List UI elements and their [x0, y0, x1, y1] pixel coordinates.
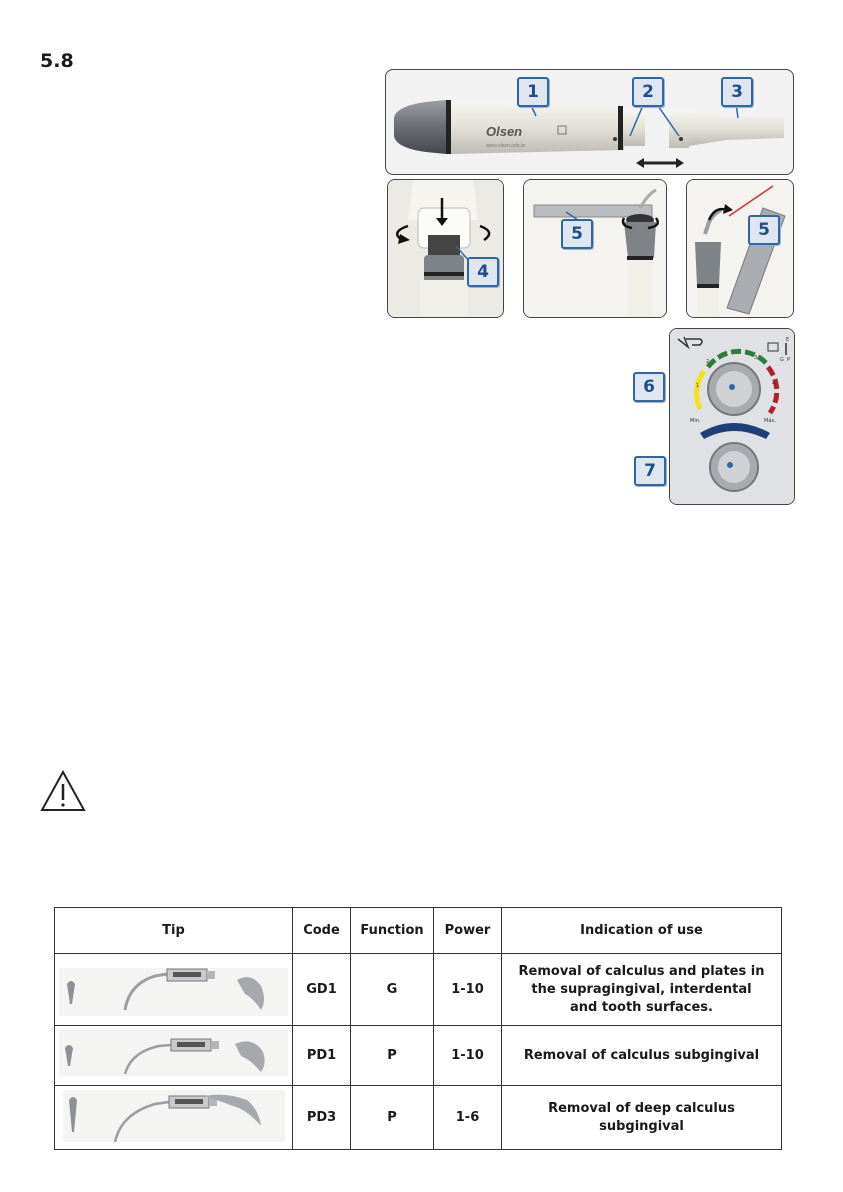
wrench-photo-b — [523, 179, 667, 318]
callout-3: 3 — [721, 77, 753, 107]
mode-p-label: P — [787, 357, 791, 363]
header-tip: Tip — [55, 908, 293, 954]
section-number: 5.8 — [40, 50, 74, 72]
row-indication: Removal of deep calculus subgingival — [502, 1086, 782, 1150]
callout-1: 1 — [517, 77, 549, 107]
row-function: P — [351, 1086, 434, 1150]
wrench-photo-c — [686, 179, 794, 318]
mode-e-label: E — [786, 337, 790, 343]
tips-table-header — [55, 908, 782, 954]
dial-num-2: 2 — [706, 359, 710, 365]
row-function: G — [351, 954, 434, 1026]
header-indication: Indication of use — [502, 908, 782, 954]
handpiece-brand-text: Olsen — [486, 124, 523, 139]
callout-5a: 5 — [561, 219, 593, 249]
tip-image-pd3 — [55, 1086, 293, 1150]
header-power: Power — [434, 908, 502, 954]
callout-7: 7 — [634, 456, 666, 486]
table-row — [55, 1026, 782, 1086]
row-indication: Removal of calculus and plates in the supragingival, interdental and tooth surfaces. — [502, 954, 782, 1026]
header-function: Function — [351, 908, 434, 954]
dial-max-label: Máx. — [764, 418, 776, 424]
dial-num-3: 3 — [754, 355, 758, 361]
row-power: 1-6 — [434, 1086, 502, 1150]
mode-g-label: G — [780, 357, 784, 363]
header-code: Code — [293, 908, 351, 954]
table-row — [55, 954, 782, 1026]
callout-2: 2 — [632, 77, 664, 107]
row-code: PD3 — [293, 1086, 351, 1150]
row-power: 1-10 — [434, 954, 502, 1026]
callout-5b: 5 — [748, 215, 780, 245]
tip-image-gd1 — [55, 954, 293, 1026]
row-indication: Removal of calculus subgingival — [502, 1026, 782, 1086]
wrench-photo-a — [387, 179, 504, 318]
tips-table — [54, 907, 782, 1150]
tip-image-pd1 — [55, 1026, 293, 1086]
dial-min-label: Min. — [690, 418, 701, 424]
row-power: 1-10 — [434, 1026, 502, 1086]
row-code: PD1 — [293, 1026, 351, 1086]
dial-num-4: 4 — [772, 381, 776, 387]
control-panel-photo — [669, 328, 795, 505]
callout-6: 6 — [633, 372, 665, 402]
row-function: P — [351, 1026, 434, 1086]
callout-4: 4 — [467, 257, 499, 287]
table-row — [55, 1086, 782, 1150]
dial-num-1: 1 — [696, 383, 700, 389]
row-code: GD1 — [293, 954, 351, 1026]
handpiece-url-text: www.olsen.odo.br — [486, 143, 526, 149]
warning-icon — [40, 770, 86, 812]
